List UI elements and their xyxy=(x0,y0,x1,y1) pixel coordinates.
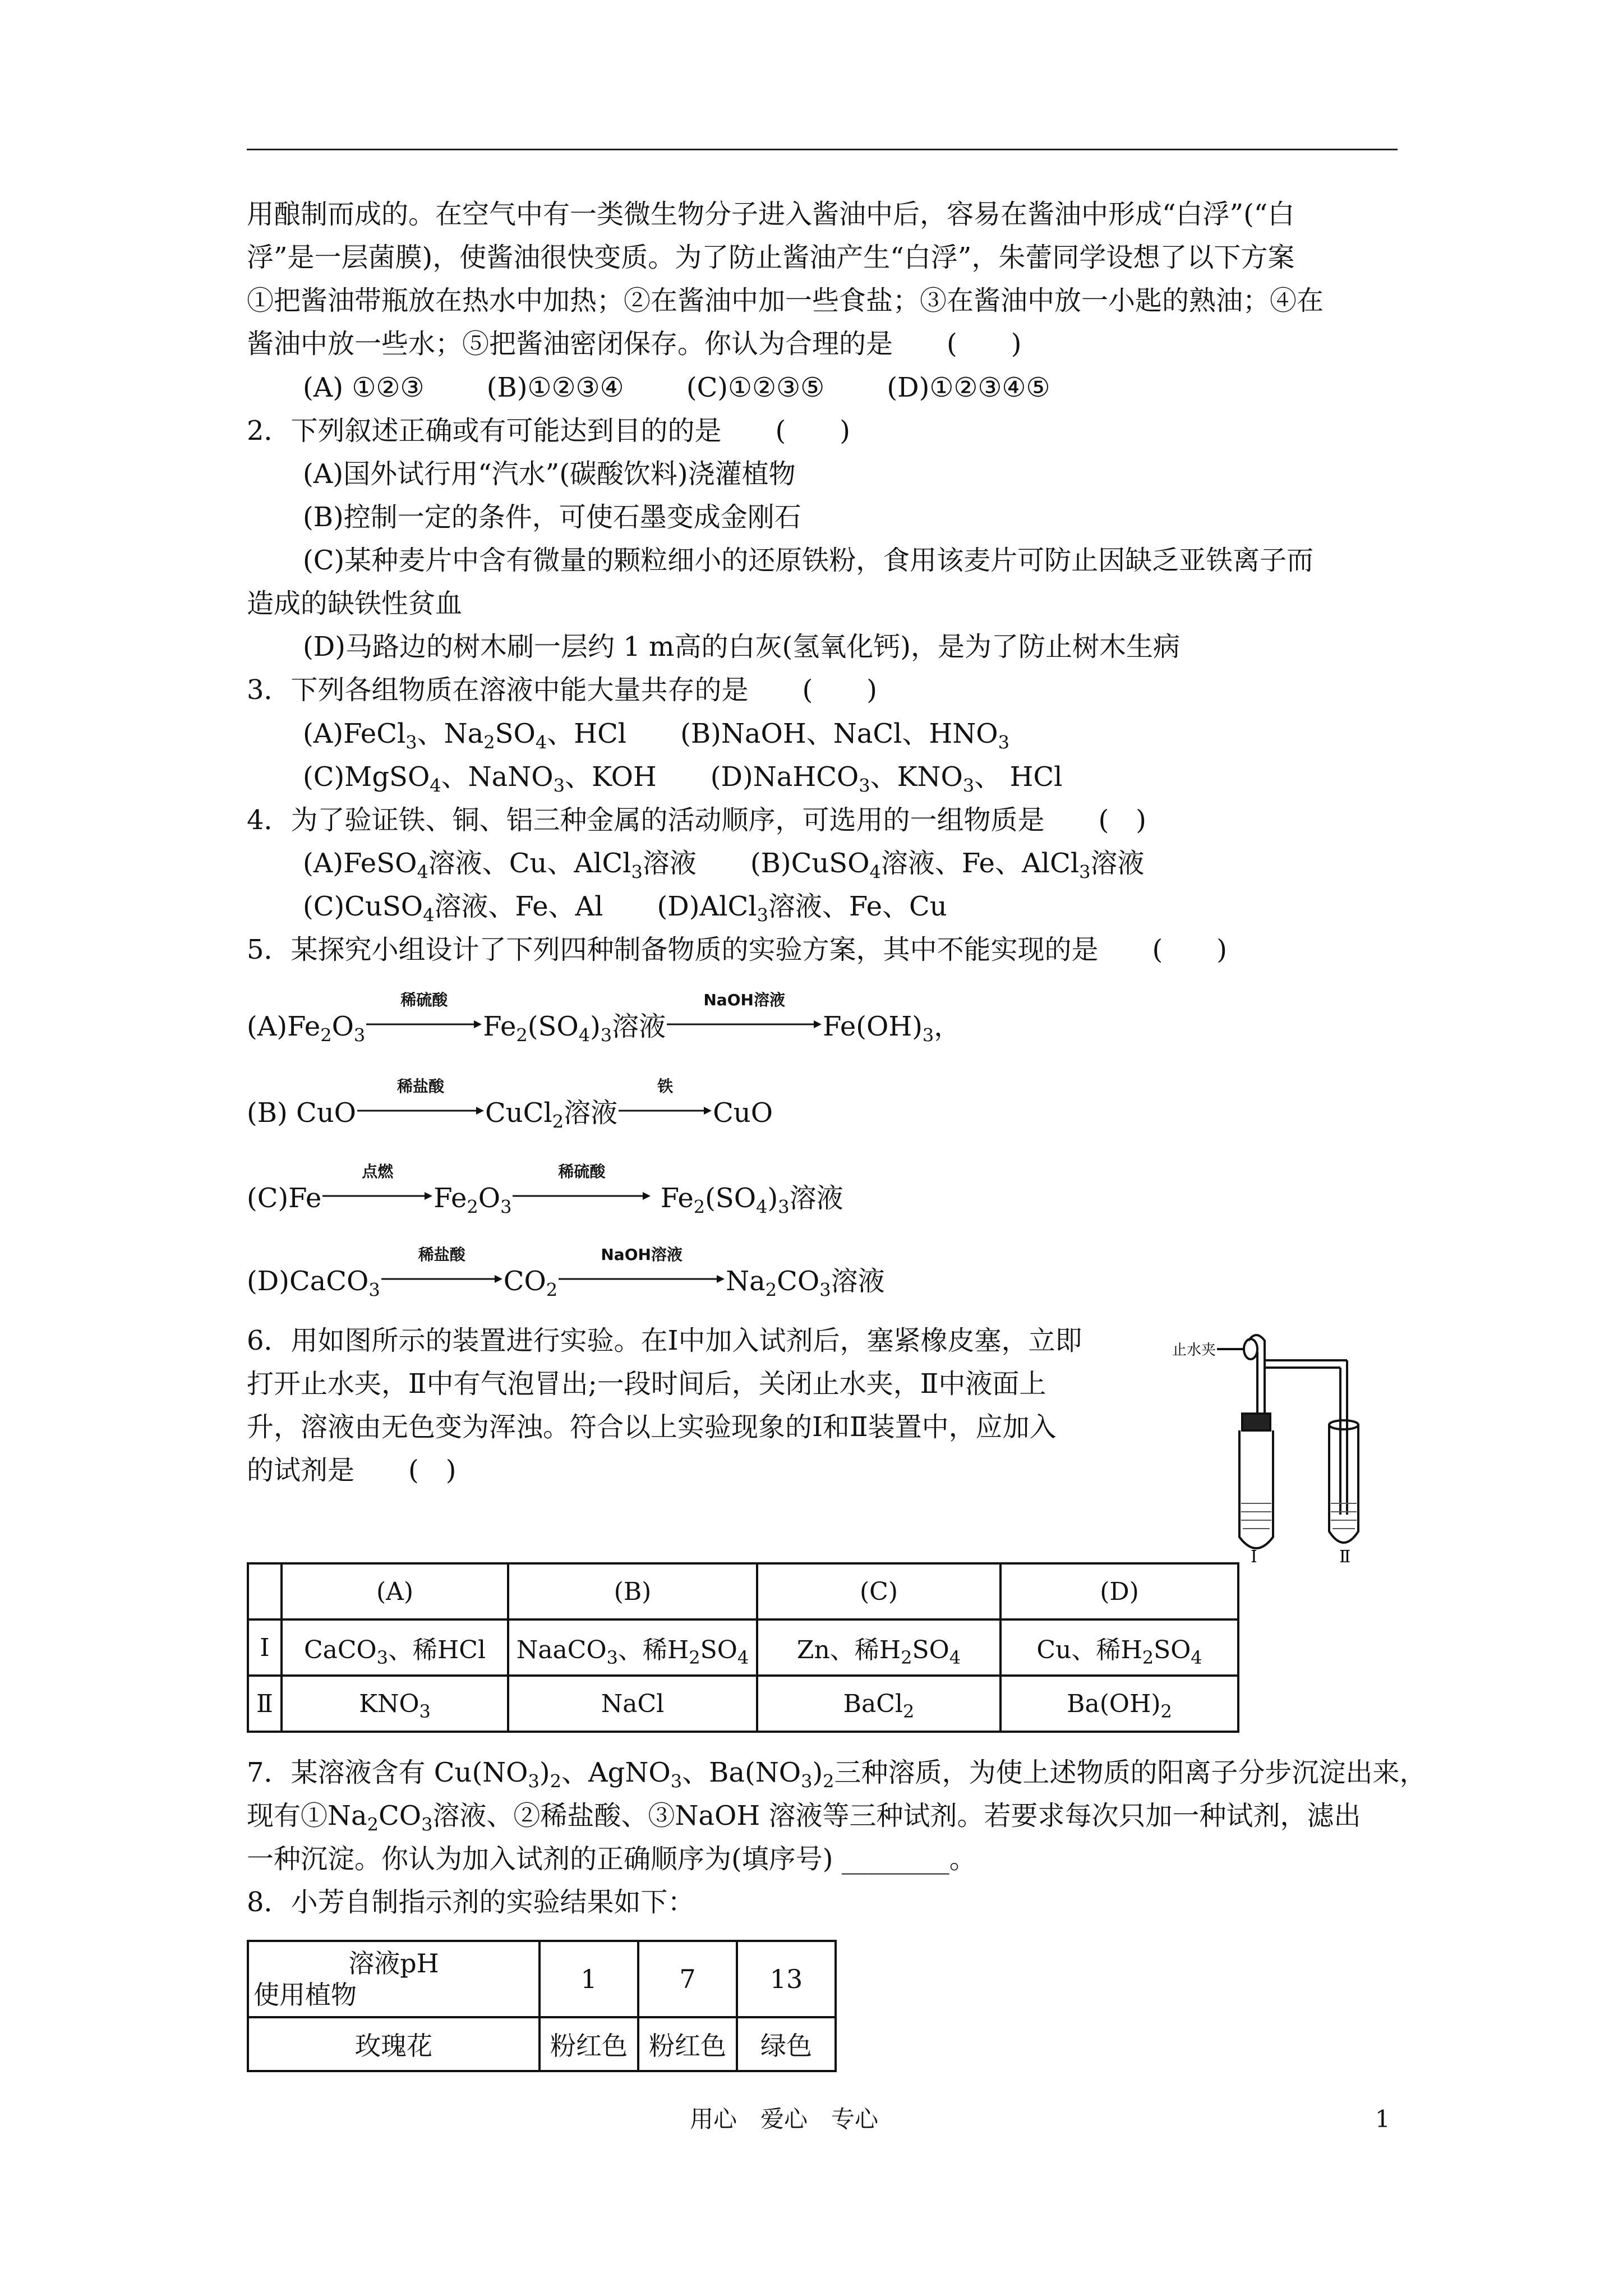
reaction-arrow: 稀硫酸 xyxy=(511,1174,652,1207)
q1-line-4: 酱油中放一些水；⑤把酱油密闭保存。你认为合理的是 ( ) xyxy=(247,328,1022,360)
q7-line-2: 现有$①Na_2CO_3$溶液、②稀盐酸、③NaOH 溶液等三种试剂。若要求每次只加一种试剂，滤出 xyxy=(247,1800,1361,1835)
q7-line-3: 一种沉淀。你认为加入试剂的正确顺序为(填序号) ________。 xyxy=(247,1843,976,1875)
q5-reaction-b: (B) CuO 稀盐酸 CuCl$_2$溶液 铁 CuO xyxy=(247,1077,773,1133)
tube-two-liquid xyxy=(1331,1503,1357,1529)
q5-reaction-d: (D)CaCO$_3$ 稀盐酸 $CO_2$ NaOH溶液 $Na_2CO_3$溶液 xyxy=(247,1245,885,1301)
q5-reaction-c: (C)Fe 点燃 $Fe_2O_3$ 稀硫酸 $Fe_2(SO_4)_3$溶液 xyxy=(247,1162,843,1218)
q2-stem: 2．下列叙述正确或有可能达到目的的是 ( ) xyxy=(247,415,850,447)
q6-line-1: 6．用如图所示的装置进行实验。在Ⅰ中加入试剂后，塞紧橡皮塞，立即 xyxy=(247,1325,1082,1356)
q1-line-3: ①把酱油带瓶放在热水中加热；②在酱油中加一些食盐；③在酱油中放一小匙的熟油；④在 xyxy=(247,285,1324,316)
tube-one-label: Ⅰ xyxy=(1251,1547,1257,1565)
q2-option-a: (A)国外试行用“汽水”(碳酸饮料)浇灌植物 xyxy=(303,458,796,490)
table-header-cell: 1 xyxy=(540,1941,638,2017)
table-row-label: Ⅰ xyxy=(248,1619,282,1676)
reaction-arrow: 铁 xyxy=(617,1088,713,1122)
q3-options-ab: (A)FeCl$_3$、$Na_2SO_4$、HCl (B)NaOH、NaCl、$HNO_3$ xyxy=(303,718,1009,753)
table-row-label: 玫瑰花 xyxy=(248,2017,540,2071)
table-cell: $Ba(OH)_2$ xyxy=(1000,1676,1238,1732)
table-cell: NaCl xyxy=(508,1676,757,1732)
table-cell: 粉红色 xyxy=(540,2017,638,2071)
header-ph-label: 溶液pH xyxy=(348,1948,439,1978)
reaction-arrow: NaOH溶液 xyxy=(557,1257,726,1290)
reaction-arrow: 稀盐酸 xyxy=(380,1257,504,1290)
table-header-cell: (C) xyxy=(757,1563,1000,1619)
q2-option-c-line2: 造成的缺铁性贫血 xyxy=(247,588,463,619)
q8-stem: 8．小芳自制指示剂的实验结果如下： xyxy=(247,1887,695,1918)
table-row-label: Ⅱ xyxy=(248,1676,282,1732)
table-cell: 粉红色 xyxy=(638,2017,737,2071)
table-header-cell: (B) xyxy=(508,1563,757,1619)
q4-stem: 4．为了验证铁、铜、铝三种金属的活动顺序，可选用的一组物质是 ( ) xyxy=(247,804,1146,836)
table-row xyxy=(248,1676,1238,1732)
page-number: 1 xyxy=(1375,2105,1390,2133)
table-row xyxy=(248,1941,836,2017)
table-cell: 绿色 xyxy=(737,2017,836,2071)
table-row xyxy=(248,1563,1238,1619)
q2-option-d: (D)马路边的树木刷一层约 1 m高的白灰(氢氧化钙)，是为了防止树木生病 xyxy=(303,631,1180,662)
q6-line-2: 打开止水夹，Ⅱ中有气泡冒出;一段时间后，关闭止水夹，Ⅱ中液面上 xyxy=(247,1368,1046,1400)
table-header-cell: (D) xyxy=(1000,1563,1238,1619)
table-cell: Cu、稀$H_2SO_4$ xyxy=(1000,1619,1238,1676)
tube-two-label: Ⅱ xyxy=(1339,1547,1351,1565)
q3-stem: 3．下列各组物质在溶液中能大量共存的是 ( ) xyxy=(247,674,877,706)
table-cell: NaaCO$_3$、稀$H_2SO_4$ xyxy=(508,1619,757,1676)
q1-line-1: 用酿制而成的。在空气中有一类微生物分子进入酱油中后，容易在酱油中形成“白浮”(“白 xyxy=(247,199,1295,230)
header-rule xyxy=(247,149,1398,150)
table-header-cell xyxy=(248,1563,282,1619)
q6-answer-table xyxy=(247,1562,1239,1733)
q2-option-c-line1: (C)某种麦片中含有微量的颗粒细小的还原铁粉，食用该麦片可防止因缺乏亚铁离子而 xyxy=(303,545,1314,576)
q6-line-4: 的试剂是 ( ) xyxy=(247,1455,457,1486)
table-row xyxy=(248,1619,1238,1676)
clip-label: 止水夹 xyxy=(1172,1342,1216,1359)
q2-option-b: (B)控制一定的条件，可使石墨变成金刚石 xyxy=(303,501,801,533)
reaction-arrow: 稀硫酸 xyxy=(365,1002,483,1036)
q1-options: (A) ①②③ (B)①②③④ (C)①②③⑤ (D)①②③④⑤ xyxy=(303,372,1050,403)
table-header-cell: 7 xyxy=(638,1941,737,2017)
table-header-cell: 13 xyxy=(737,1941,836,2017)
q5-stem: 5．某探究小组设计了下列四种制备物质的实验方案，其中不能实现的是 ( ) xyxy=(247,934,1227,965)
table-cell: BaCl$_2$ xyxy=(757,1676,1000,1732)
q3-options-cd: (C)MgSO$_4$、NaNO$_3$、KOH (D)NaHCO$_3$、$KNO_3$、 HCl xyxy=(303,761,1063,797)
header-plant-label: 使用植物 xyxy=(253,1980,357,2010)
table-row xyxy=(248,2017,836,2071)
q4-options-ab: (A)FeSO$_4$溶液、Cu、AlCl$_3$溶液 (B)CuSO$_4$溶液、Fe、AlCl$_3$溶液 xyxy=(303,848,1145,883)
tube-two-icon xyxy=(1329,1420,1358,1543)
reaction-arrow: 点燃 xyxy=(321,1174,434,1207)
table-corner-header xyxy=(248,1941,540,2017)
reaction-arrow: 稀盐酸 xyxy=(356,1088,485,1122)
q1-line-2: 浮”是一层菌膜)，使酱油很快变质。为了防止酱油产生“白浮”，朱蕾同学设想了以下方案 xyxy=(247,242,1295,273)
table-cell: Zn、稀$H_2SO_4$ xyxy=(757,1619,1000,1676)
table-header-cell: (A) xyxy=(282,1563,508,1619)
water-clip-icon xyxy=(1217,1339,1257,1359)
q4-options-cd: (C)CuSO$_4$溶液、Fe、Al (D)AlCl$_3$溶液、Fe、Cu xyxy=(303,891,947,926)
q5-reaction-a: $(A)Fe_2O_3$ 稀硫酸 $Fe_2(SO_4)_3$溶液 NaOH溶液 $Fe(OH)_3$， xyxy=(247,991,961,1046)
tube-one-liquid xyxy=(1241,1503,1271,1529)
footer-motto: 用心 爱心 专心 xyxy=(690,2105,879,2133)
table-cell: CaCO$_3$、稀HCl xyxy=(282,1619,508,1676)
q7-line-1: 7．某溶液含有 $Cu(NO_3)_2$、AgNO$_3$、$Ba(NO_3)_2$三种溶质，为使上述物质的阳离子分步沉淀出来， xyxy=(247,1757,1427,1792)
table-cell: $KNO_3$ xyxy=(282,1676,508,1732)
tube-one-icon xyxy=(1239,1335,1347,1548)
experiment-apparatus-figure xyxy=(1161,1318,1396,1565)
q8-indicator-table xyxy=(247,1940,837,2072)
reaction-arrow: NaOH溶液 xyxy=(666,1002,823,1036)
q6-line-3: 升，溶液由无色变为浑浊。符合以上实验现象的Ⅰ和Ⅱ装置中，应加入 xyxy=(247,1411,1057,1443)
